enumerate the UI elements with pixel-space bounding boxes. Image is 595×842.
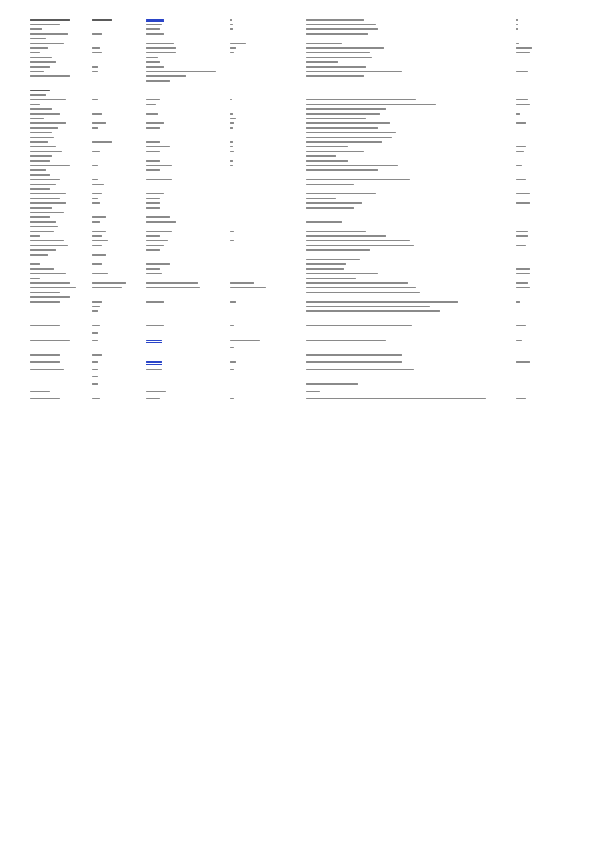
table-cell xyxy=(30,184,56,186)
table-cell xyxy=(230,146,233,148)
table-cell xyxy=(516,47,532,49)
table-cell xyxy=(146,287,200,289)
table-cell xyxy=(30,193,66,195)
table-cell xyxy=(30,90,50,92)
table-cell xyxy=(92,71,98,73)
table-cell xyxy=(30,99,66,101)
table-cell xyxy=(92,301,102,303)
table-cell xyxy=(146,179,172,181)
table-cell xyxy=(30,66,50,68)
table-cell xyxy=(92,113,102,115)
table-cell xyxy=(30,179,60,181)
table-cell xyxy=(146,216,170,218)
table-cell xyxy=(30,361,60,363)
table-cell xyxy=(30,202,66,204)
table-cell xyxy=(516,273,530,275)
table-cell xyxy=(306,301,458,303)
table-cell xyxy=(30,216,50,218)
table-cell xyxy=(306,75,364,77)
table-cell xyxy=(306,104,436,106)
table-cell xyxy=(306,198,336,200)
table-cell xyxy=(30,226,58,228)
table-cell xyxy=(30,52,40,54)
table-cell xyxy=(30,28,42,30)
table-cell xyxy=(30,108,52,110)
table-cell xyxy=(146,61,160,63)
table-cell xyxy=(146,245,164,247)
table-cell xyxy=(146,193,164,195)
table-cell xyxy=(230,113,233,115)
table-cell xyxy=(30,155,52,157)
table-cell xyxy=(306,132,396,134)
table-cell xyxy=(516,146,526,148)
table-cell xyxy=(146,113,158,115)
table-cell xyxy=(92,47,100,49)
table-cell xyxy=(30,245,68,247)
table-cell xyxy=(306,361,402,363)
table-cell xyxy=(30,127,58,129)
table-cell xyxy=(146,80,170,82)
table-cell xyxy=(306,165,398,167)
table-cell xyxy=(516,151,524,153)
table-cell xyxy=(92,127,98,129)
table-cell xyxy=(230,141,233,143)
table-cell xyxy=(30,146,56,148)
table-cell xyxy=(516,361,530,363)
table-cell xyxy=(30,75,70,77)
table-cell xyxy=(92,66,98,68)
table-cell xyxy=(92,141,112,143)
table-cell xyxy=(92,282,126,284)
table-cell xyxy=(230,127,233,129)
table-cell xyxy=(230,24,233,26)
table-cell xyxy=(30,287,76,289)
table-cell xyxy=(92,369,98,371)
table-cell xyxy=(306,235,386,237)
table-cell xyxy=(306,28,378,30)
table-cell xyxy=(30,160,50,162)
table-cell xyxy=(306,249,370,251)
table-cell xyxy=(516,231,528,233)
table-cell xyxy=(92,52,102,54)
table-cell xyxy=(306,278,356,280)
table-cell xyxy=(516,282,528,284)
table-cell xyxy=(306,310,440,312)
table-cell xyxy=(306,169,378,171)
table-cell xyxy=(306,146,348,148)
table-cell xyxy=(146,71,216,73)
table-cell xyxy=(92,19,112,21)
table-cell xyxy=(30,57,52,59)
table-cell xyxy=(146,235,160,237)
table-cell xyxy=(516,301,520,303)
table-cell xyxy=(306,127,378,129)
table-cell xyxy=(30,398,60,400)
table-cell xyxy=(230,361,236,363)
table-cell xyxy=(30,325,60,327)
table-cell xyxy=(92,287,122,289)
table-cell xyxy=(30,174,50,176)
table-cell xyxy=(30,104,40,106)
table-cell xyxy=(306,24,376,26)
table-cell xyxy=(92,198,98,200)
table-cell xyxy=(230,347,234,349)
table-cell xyxy=(516,165,522,167)
table-cell xyxy=(30,94,46,96)
table-cell xyxy=(30,19,70,21)
table-cell xyxy=(92,235,102,237)
table-cell xyxy=(146,282,198,284)
table-cell xyxy=(146,231,172,233)
table-cell xyxy=(230,99,232,101)
table-cell xyxy=(146,57,158,59)
table-cell xyxy=(306,202,362,204)
table-cell xyxy=(516,202,530,204)
table-cell xyxy=(516,193,530,195)
table-cell xyxy=(516,71,528,73)
table-cell xyxy=(306,33,368,35)
table-cell xyxy=(306,231,366,233)
table-cell xyxy=(30,221,56,223)
table-cell xyxy=(30,43,64,45)
table-cell xyxy=(146,104,156,106)
table-cell xyxy=(306,340,386,342)
table-cell xyxy=(306,287,416,289)
table-cell xyxy=(516,340,522,342)
table-cell xyxy=(306,184,354,186)
table-cell xyxy=(230,118,236,120)
table-cell xyxy=(306,43,342,45)
table-cell xyxy=(146,169,160,171)
table-cell xyxy=(306,19,364,21)
table-cell xyxy=(92,361,98,363)
table-cell xyxy=(30,354,60,356)
table-cell xyxy=(146,160,160,162)
table-cell xyxy=(146,398,160,400)
table-cell xyxy=(30,212,64,214)
table-cell xyxy=(146,391,166,393)
table-cell xyxy=(230,231,234,233)
table-cell xyxy=(230,47,236,49)
table-cell xyxy=(92,221,100,223)
table-cell xyxy=(92,306,100,308)
table-cell xyxy=(516,19,518,21)
table-cell xyxy=(306,383,358,385)
table-cell xyxy=(30,198,60,200)
table-cell xyxy=(146,165,172,167)
table-cell xyxy=(30,231,54,233)
table-cell xyxy=(30,207,52,209)
table-cell xyxy=(30,38,46,40)
table-cell xyxy=(516,52,530,54)
table-cell xyxy=(30,71,44,73)
table-cell xyxy=(30,391,50,393)
table-cell xyxy=(306,282,408,284)
table-cell xyxy=(92,165,98,167)
table-cell xyxy=(306,57,372,59)
table-cell xyxy=(92,202,100,204)
table-cell xyxy=(230,43,246,45)
table-cell xyxy=(92,254,106,256)
table-cell xyxy=(92,99,98,101)
table-cell xyxy=(306,207,354,209)
table-cell xyxy=(92,354,102,356)
table-cell xyxy=(306,66,366,68)
table-cell xyxy=(146,28,160,30)
table-cell xyxy=(516,28,518,30)
table-cell xyxy=(230,19,232,21)
table-cell xyxy=(30,240,64,242)
table-cell xyxy=(306,61,338,63)
table-cell xyxy=(146,263,170,265)
table-cell xyxy=(30,188,50,190)
table-cell xyxy=(146,207,160,209)
table-cell xyxy=(30,263,40,265)
table-cell xyxy=(30,301,60,303)
table-cell xyxy=(306,122,390,124)
table-cell xyxy=(516,43,519,45)
table-cell xyxy=(516,287,530,289)
table-cell xyxy=(30,278,40,280)
table-cell xyxy=(306,259,360,261)
table-cell xyxy=(30,340,70,342)
table-cell xyxy=(306,108,386,110)
table-cell xyxy=(146,47,176,49)
table-cell xyxy=(306,137,392,139)
table-cell xyxy=(516,179,526,181)
table-cell xyxy=(230,122,234,124)
table-cell xyxy=(92,231,106,233)
table-cell xyxy=(230,340,260,342)
table-cell xyxy=(146,221,176,223)
table-cell xyxy=(92,332,98,334)
table-cell xyxy=(92,33,102,35)
table-cell xyxy=(306,99,416,101)
table-cell xyxy=(92,179,98,181)
table-cell xyxy=(92,193,102,195)
table-cell xyxy=(230,240,234,242)
table-cell xyxy=(516,104,530,106)
table-cell xyxy=(30,141,48,143)
table-cell xyxy=(146,249,160,251)
table-cell xyxy=(306,160,348,162)
table-cell xyxy=(306,273,378,275)
table-cell xyxy=(30,33,68,35)
table-cell xyxy=(306,354,402,356)
table-cell xyxy=(30,369,64,371)
table-cell xyxy=(92,325,100,327)
table-cell xyxy=(306,221,342,223)
table-cell xyxy=(230,287,266,289)
table-cell xyxy=(306,179,410,181)
table-cell xyxy=(92,383,98,385)
table-cell xyxy=(230,28,233,30)
table-cell xyxy=(30,296,70,298)
table-cell xyxy=(306,398,486,400)
table-cell xyxy=(230,369,234,371)
table-cell xyxy=(92,398,100,400)
table-cell xyxy=(230,282,254,284)
table-cell xyxy=(30,282,70,284)
table-cell xyxy=(306,47,384,49)
table-cell xyxy=(30,292,60,294)
table-cell xyxy=(146,43,174,45)
table-cell xyxy=(30,165,70,167)
table-cell xyxy=(306,151,364,153)
table-cell xyxy=(516,99,528,101)
table-cell xyxy=(146,325,164,327)
table-cell xyxy=(146,151,160,153)
table-cell xyxy=(306,369,414,371)
table-cell xyxy=(30,118,44,120)
table-cell xyxy=(306,292,420,294)
table-cell xyxy=(306,391,320,393)
table-cell xyxy=(146,268,160,270)
table-cell xyxy=(30,113,60,115)
table-cell xyxy=(30,151,62,153)
table-cell xyxy=(146,369,162,371)
table-cell xyxy=(230,398,234,400)
table-cell xyxy=(516,235,528,237)
table-cell xyxy=(92,273,108,275)
table-cell xyxy=(516,113,520,115)
table-cell xyxy=(30,235,40,237)
table-cell xyxy=(92,240,108,242)
link-underline xyxy=(146,21,164,22)
table-cell xyxy=(30,47,48,49)
table-cell xyxy=(92,216,106,218)
table-cell xyxy=(146,66,164,68)
table-cell xyxy=(230,151,234,153)
table-cell xyxy=(146,146,170,148)
table-cell xyxy=(230,160,233,162)
table-cell xyxy=(516,325,526,327)
table-cell xyxy=(146,301,164,303)
table-cell xyxy=(146,127,160,129)
table-cell xyxy=(306,141,382,143)
table-cell xyxy=(306,193,376,195)
table-cell xyxy=(146,122,164,124)
table-cell xyxy=(146,240,168,242)
table-cell xyxy=(30,254,48,256)
table-cell xyxy=(306,268,344,270)
table-cell xyxy=(306,113,380,115)
table-cell xyxy=(146,198,160,200)
table-cell xyxy=(516,24,518,26)
link-underline xyxy=(146,342,162,343)
table-cell xyxy=(30,122,66,124)
table-cell xyxy=(146,24,162,26)
table-cell xyxy=(516,398,526,400)
table-cell xyxy=(306,240,410,242)
table-cell xyxy=(92,245,102,247)
table-cell xyxy=(30,273,66,275)
table-cell xyxy=(30,132,52,134)
table-cell xyxy=(92,340,98,342)
table-cell xyxy=(146,273,162,275)
table-cell xyxy=(146,75,186,77)
table-cell xyxy=(146,202,160,204)
table-cell xyxy=(306,71,402,73)
table-cell xyxy=(516,268,530,270)
table-cell xyxy=(516,245,526,247)
table-cell xyxy=(92,151,100,153)
table-cell xyxy=(230,165,233,167)
table-cell xyxy=(146,33,164,35)
table-cell xyxy=(230,52,234,54)
table-cell xyxy=(306,245,414,247)
table-cell xyxy=(92,310,98,312)
table-cell xyxy=(30,24,60,26)
table-cell xyxy=(92,263,102,265)
table-cell xyxy=(146,52,176,54)
table-cell xyxy=(306,118,366,120)
table-cell xyxy=(306,263,346,265)
link-underline xyxy=(146,364,162,365)
table-cell xyxy=(306,306,430,308)
table-cell xyxy=(306,155,336,157)
table-cell xyxy=(306,52,370,54)
table-cell xyxy=(230,325,234,327)
table-cell xyxy=(306,325,412,327)
table-cell xyxy=(146,99,160,101)
table-cell xyxy=(30,169,46,171)
table-cell xyxy=(92,184,104,186)
table-cell xyxy=(30,61,56,63)
table-cell xyxy=(30,249,56,251)
table-cell xyxy=(92,122,106,124)
table-cell xyxy=(230,301,236,303)
table-cell xyxy=(92,376,98,378)
table-cell xyxy=(516,122,526,124)
table-cell xyxy=(30,268,54,270)
table-cell xyxy=(30,137,54,139)
table-cell xyxy=(146,141,160,143)
